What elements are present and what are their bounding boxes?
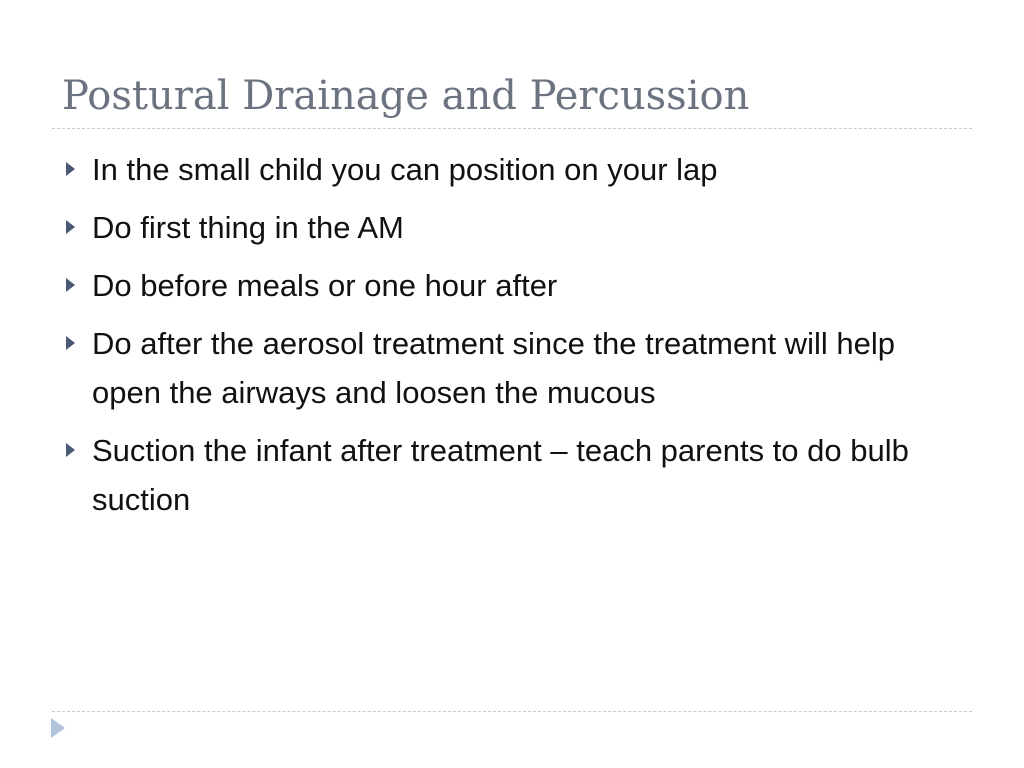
bullet-triangle-icon [66, 278, 75, 292]
bullet-triangle-icon [66, 220, 75, 234]
next-slide-arrow-icon[interactable] [51, 718, 65, 738]
bullet-item [62, 203, 962, 252]
bullet-text: Do before meals or one hour after [92, 268, 558, 303]
bullet-item [62, 261, 962, 310]
bullet-text: Do first thing in the AM [92, 210, 404, 245]
bullet-text: Suction the infant after treatment – teach parents to do bulb suction [92, 433, 909, 517]
bullet-item [62, 426, 962, 524]
bullet-triangle-icon [66, 162, 75, 176]
bullet-list [62, 145, 962, 533]
bullet-triangle-icon [66, 443, 75, 457]
bullet-text: In the small child you can position on your lap [92, 152, 718, 187]
bullet-item [62, 145, 962, 194]
bullet-text: Do after the aerosol treatment since the treatment will help open the airways and loosen the mucous [92, 326, 895, 410]
slide-title: Postural Drainage and Percussion [62, 73, 750, 119]
bullet-triangle-icon [66, 336, 75, 350]
bullet-item [62, 319, 962, 417]
title-divider [52, 128, 972, 129]
footer-divider [52, 711, 972, 712]
